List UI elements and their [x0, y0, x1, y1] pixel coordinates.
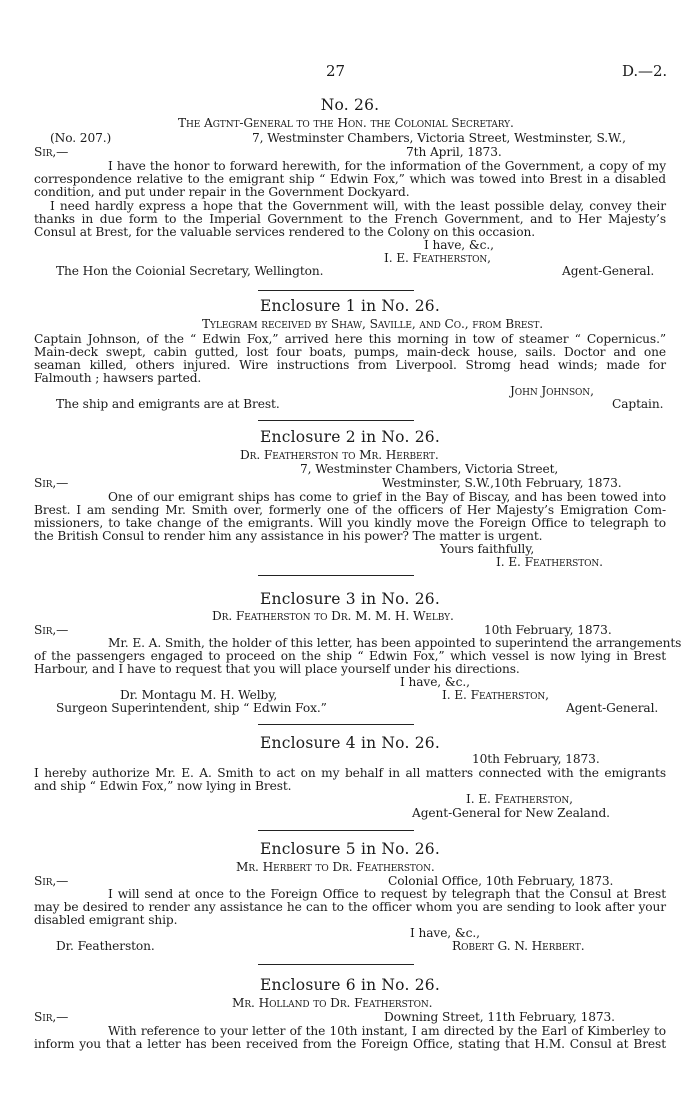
- section-divider: [258, 420, 414, 421]
- closing: I have, &c.,: [400, 675, 470, 689]
- salutation: Sir,—: [34, 1010, 69, 1024]
- section-divider: [258, 575, 414, 576]
- letter-date: Colonial Office, 10th February, 1873.: [388, 874, 614, 888]
- signature: John Johnson,: [510, 384, 594, 398]
- from-to-line: Mr. Holland to Dr. Featherston.: [232, 996, 433, 1010]
- body-line: Consul at Brest, for the valuable services rendered to the Colony on this occasion.: [34, 225, 535, 239]
- salutation: Sir,—: [34, 145, 69, 159]
- closing: I have, &c.,: [410, 926, 480, 940]
- signature: Robert G. N. Herbert.: [452, 939, 585, 953]
- signature: I. E. Featherston,: [384, 251, 491, 265]
- body-line: of the passengers engaged to proceed on the ship “ Edwin Fox,” which vessel is now lying in Brest: [34, 649, 666, 663]
- body-line: seaman killed, others injured. Wire instructions from Liverpool. Stromg head winds; made for: [34, 358, 666, 372]
- addressee-line-2: Surgeon Superintendent, ship “ Edwin Fox.”: [56, 701, 327, 715]
- section-title: Enclosure 4 in No. 26.: [260, 734, 440, 752]
- from-to-line: The Agtnt-General to the Hon. the Colonial Secretary.: [178, 116, 514, 130]
- letter-date: Downing Street, 11th February, 1873.: [384, 1010, 615, 1024]
- closing: Yours faithfully,: [440, 542, 535, 556]
- letter-date: Westminster, S.W.,10th February, 1873.: [382, 476, 622, 490]
- signature: I. E. Featherston.: [496, 555, 603, 569]
- section-title: Enclosure 3 in No. 26.: [260, 590, 440, 608]
- signature: I. E. Featherston,: [466, 792, 573, 806]
- section-divider: [258, 830, 414, 831]
- body-line: correspondence relative to the emigrant ship “ Edwin Fox,” which was towed into Brest in a disabled: [34, 172, 666, 186]
- note: The ship and emigrants are at Brest.: [56, 397, 280, 411]
- body-line: Captain Johnson, of the “ Edwin Fox,” arrived here this morning in tow of steamer “ Copernicus.”: [34, 332, 666, 346]
- body-line: Mr. E. A. Smith, the holder of this letter, has been appointed to superintend the arrangements: [108, 636, 682, 650]
- section-divider: [258, 964, 414, 965]
- body-line: missioners, to take change of the emigrants. Will you kindly move the Foreign Office to telegraph to: [34, 516, 666, 530]
- from-to-line: Dr. Featherston to Mr. Herbert.: [240, 448, 439, 462]
- body-line: Harbour, and I have to request that you will place yourself under his directions.: [34, 662, 520, 676]
- body-line: With reference to your letter of the 10th instant, I am directed by the Earl of Kimberley to: [108, 1024, 666, 1038]
- section-title: Enclosure 2 in No. 26.: [260, 428, 440, 446]
- section-title: Enclosure 6 in No. 26.: [260, 976, 440, 994]
- body-line: Main-deck swept, cabin gutted, lost four boats, pumps, main-deck house, sails. Doctor and one: [34, 345, 666, 359]
- sender-address: 7, Westminster Chambers, Victoria Street, Westminster, S.W.,: [252, 131, 626, 145]
- sender-address: 7, Westminster Chambers, Victoria Street,: [300, 462, 559, 476]
- body-line: Brest. I am sending Mr. Smith over, formerly one of the officers of Her Majesty’s Emigration Com-: [34, 503, 666, 517]
- page-number: 27: [326, 62, 345, 80]
- salutation: Sir,—: [34, 623, 69, 637]
- signature-title: Captain.: [612, 397, 664, 411]
- body-line: I will send at once to the Foreign Office to request by telegraph that the Consul at Brest: [108, 887, 666, 901]
- section-divider: [258, 724, 414, 725]
- body-line: I hereby authorize Mr. E. A. Smith to act on my behalf in all matters connected with the emigrants: [34, 766, 666, 780]
- addressee: Dr. Montagu M. H. Welby,: [120, 688, 278, 702]
- letter-date: 10th February, 1873.: [472, 752, 600, 766]
- signature-title: Agent-General for New Zealand.: [412, 806, 610, 820]
- body-line: and ship “ Edwin Fox,” now lying in Brest.: [34, 779, 292, 793]
- signature-title: Agent-General.: [562, 264, 655, 278]
- section-divider: [258, 290, 414, 291]
- signature: I. E. Featherston,: [442, 688, 549, 702]
- body-line: inform you that a letter has been received from the Foreign Office, stating that H.M. Consul at Brest: [34, 1037, 666, 1051]
- body-line: the British Consul to render him any assistance in his power? The matter is urgent.: [34, 529, 543, 543]
- body-line: thanks in due form to the Imperial Government to the French Government, and to Her Majesty’s: [34, 212, 666, 226]
- body-line: condition, and put under repair in the Government Dockyard.: [34, 185, 410, 199]
- from-to-line: Tylegram received by Shaw, Saville, and Co., from Brest.: [202, 317, 544, 331]
- section-title: Enclosure 5 in No. 26.: [260, 840, 440, 858]
- body-line: disabled emigrant ship.: [34, 913, 178, 927]
- salutation: Sir,—: [34, 476, 69, 490]
- addressee: The Hon the Coionial Secretary, Wellington.: [56, 264, 324, 278]
- letter-date: 10th February, 1873.: [484, 623, 612, 637]
- body-line: I have the honor to forward herewith, for the information of the Government, a copy of my: [108, 159, 666, 173]
- body-line: I need hardly express a hope that the Government will, with the least possible delay, convey their: [50, 199, 666, 213]
- body-line: One of our emigrant ships has come to grief in the Bay of Biscay, and has been towed into: [108, 490, 666, 504]
- addressee: Dr. Featherston.: [56, 939, 155, 953]
- body-line: may be desired to render any assistance he can to the officer whom you are sending to look after your: [34, 900, 666, 914]
- letter-date: 7th April, 1873.: [406, 145, 502, 159]
- from-to-line: Dr. Featherston to Dr. M. M. H. Welby.: [212, 609, 454, 623]
- from-to-line: Mr. Herbert to Dr. Featherston.: [236, 860, 435, 874]
- reference-number: (No. 207.): [50, 131, 112, 145]
- body-line: Falmouth ; hawsers parted.: [34, 371, 202, 385]
- document-code: D.—2.: [622, 62, 668, 80]
- section-title: No. 26.: [320, 96, 380, 114]
- signature-title: Agent-General.: [566, 701, 659, 715]
- closing: I have, &c.,: [424, 238, 494, 252]
- section-title: Enclosure 1 in No. 26.: [260, 297, 440, 315]
- salutation: Sir,—: [34, 874, 69, 888]
